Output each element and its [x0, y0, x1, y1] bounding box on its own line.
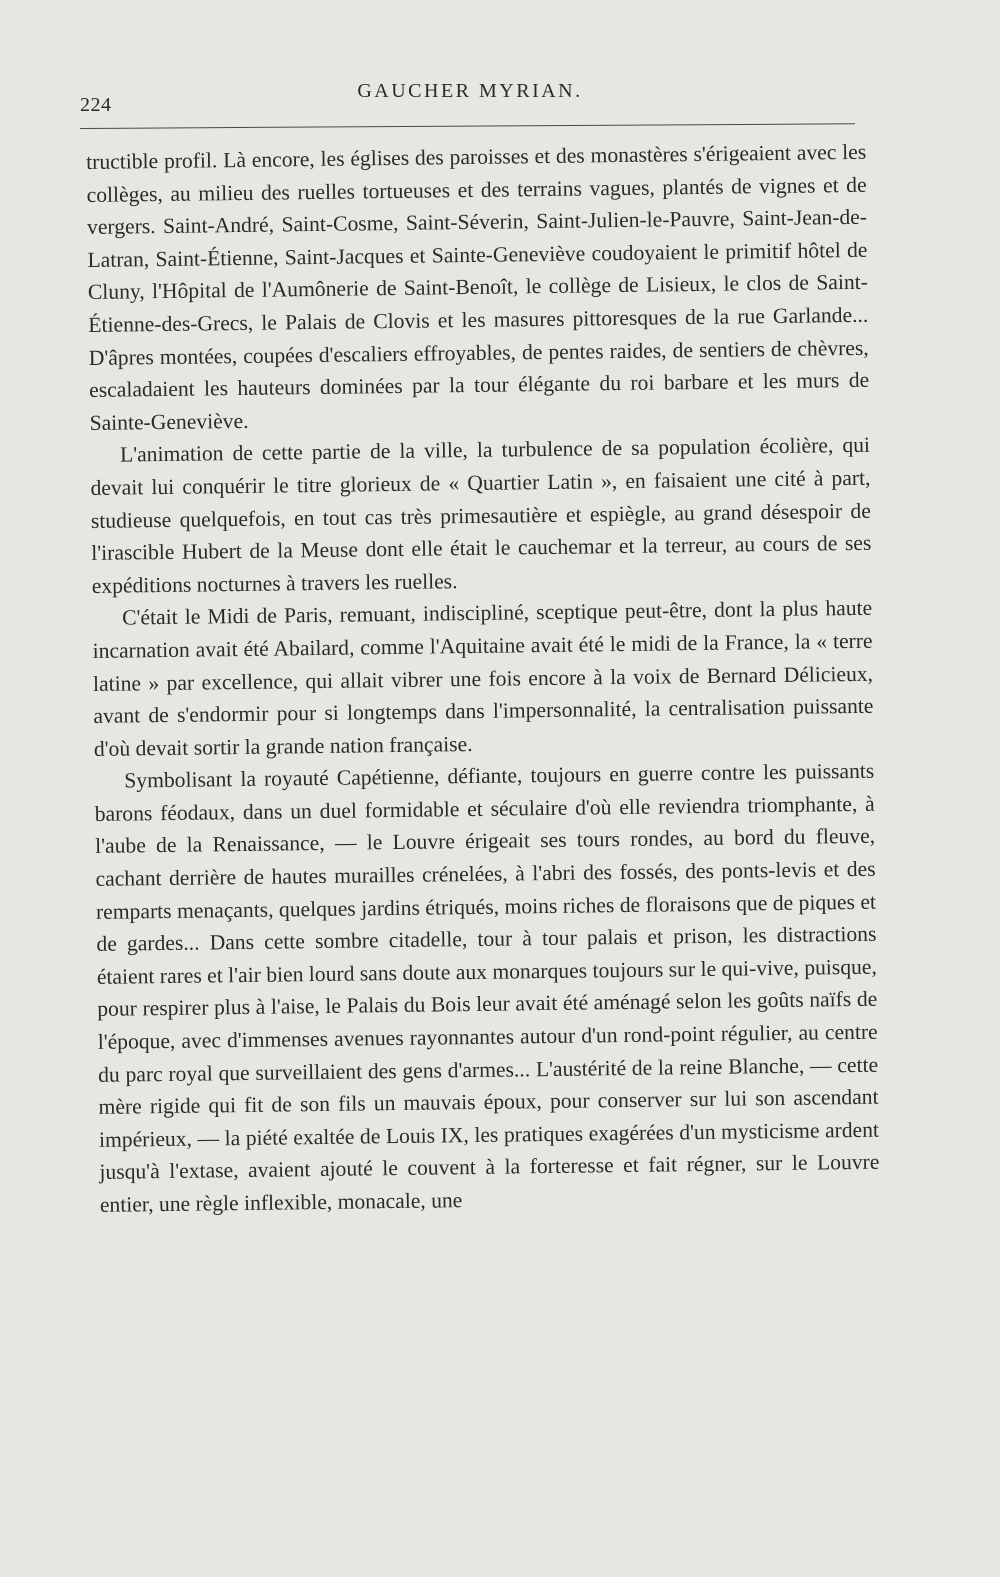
paragraph: C'était le Midi de Paris, remuant, indiscipliné, sceptique peut-être, dont la plus haute incarnation avait été Abailard, comme l'Aquitaine avait été le midi de la France, la « terre latine » par excellence, qui allait vibrer une fois encore à la voix de Bernard Délicieux, avant de s'endormir pour si longtemps dans l'impersonnalité, la centralisation puissante d'où devait sortir la grande nation française. — [92, 596, 874, 761]
paragraph: Symbolisant la royauté Capétienne, défiante, toujours en guerre contre les puissants barons féodaux, dans un duel formidable et séculaire d'où elle reviendra triomphante, à l'aube de la Renaissance, — le Louvre érigeait ses tours rondes, au bord du fleuve, cachant derrière de hautes murailles crénelées, à l'abri des fossés, des ponts-levis et des remparts menaçants, quelques jardins étriqués, moins riches de floraisons que de piques et de gardes... Dans cette sombre citadelle, tour à tour palais et prison, les distractions étaient rares et l'air bien lourd sans doute aux monarques toujours sur le qui-vive, puisque, pour respirer plus à l'aise, le Palais du Bois leur avait été aménagé selon les goûts naïfs de l'époque, avec d'immenses avenues rayonnantes autour d'un rond-point régulier, au centre du parc royal que surveillaient des gens d'armes... L'austérité de la reine Blanche, — cette mère rigide qui fit de son fils un mauvais époux, pour conserver sur lui son ascendant impérieux, — la piété exaltée de Louis IX, les pratiques exagérées d'un mysticisme ardent jusqu'à l'extase, avaient ajouté le couvent à la forteresse et fait régner, sur le Louvre entier, une règle inflexible, monacale, une — [94, 759, 880, 1217]
paragraph: L'animation de cette partie de la ville, la turbulence de sa population écolière, qui devait lui conquérir le titre glorieux de « Quartier Latin », en faisaient une cité à part, studieuse quelquefois, en tout cas très primesautière et espiègle, au grand désespoir de l'irascible Hubert de la Meuse dont elle était le cauchemar et la terreur, au cours de ses expéditions nocturnes à travers les ruelles. — [90, 433, 872, 598]
page-number: 224 — [80, 94, 112, 116]
paragraph: tructible profil. Là encore, les églises des paroisses et des monastères s'érigeaient avec les collèges, au milieu des ruelles tortueuses et des terrains vagues, plantés de vignes et de vergers. Saint-André, Saint-Cosme, Saint-Séverin, Saint-Julien-le-Pauvre, Saint-Jean-de-Latran, Saint-Étienne, Saint-Jacques et Sainte-Geneviève coudoyaient le primitif hôtel de Cluny, l'Hôpital de l'Aumônerie de Saint-Benoît, le collège de Lisieux, le clos de Saint-Étienne-des-Grecs, le Palais de Clovis et les masures pittoresques de la rue Garlande... D'âpres montées, coupées d'escaliers effroyables, de pentes raides, de sentiers de chèvres, escaladaient les hauteurs dominées par la tour élégante du roi barbare et les murs de Sainte-Geneviève. — [86, 139, 870, 435]
body-text — [86, 136, 880, 1222]
running-head — [80, 80, 860, 120]
header-rule — [80, 123, 855, 129]
running-title: GAUCHER MYRIAN. — [357, 80, 583, 102]
